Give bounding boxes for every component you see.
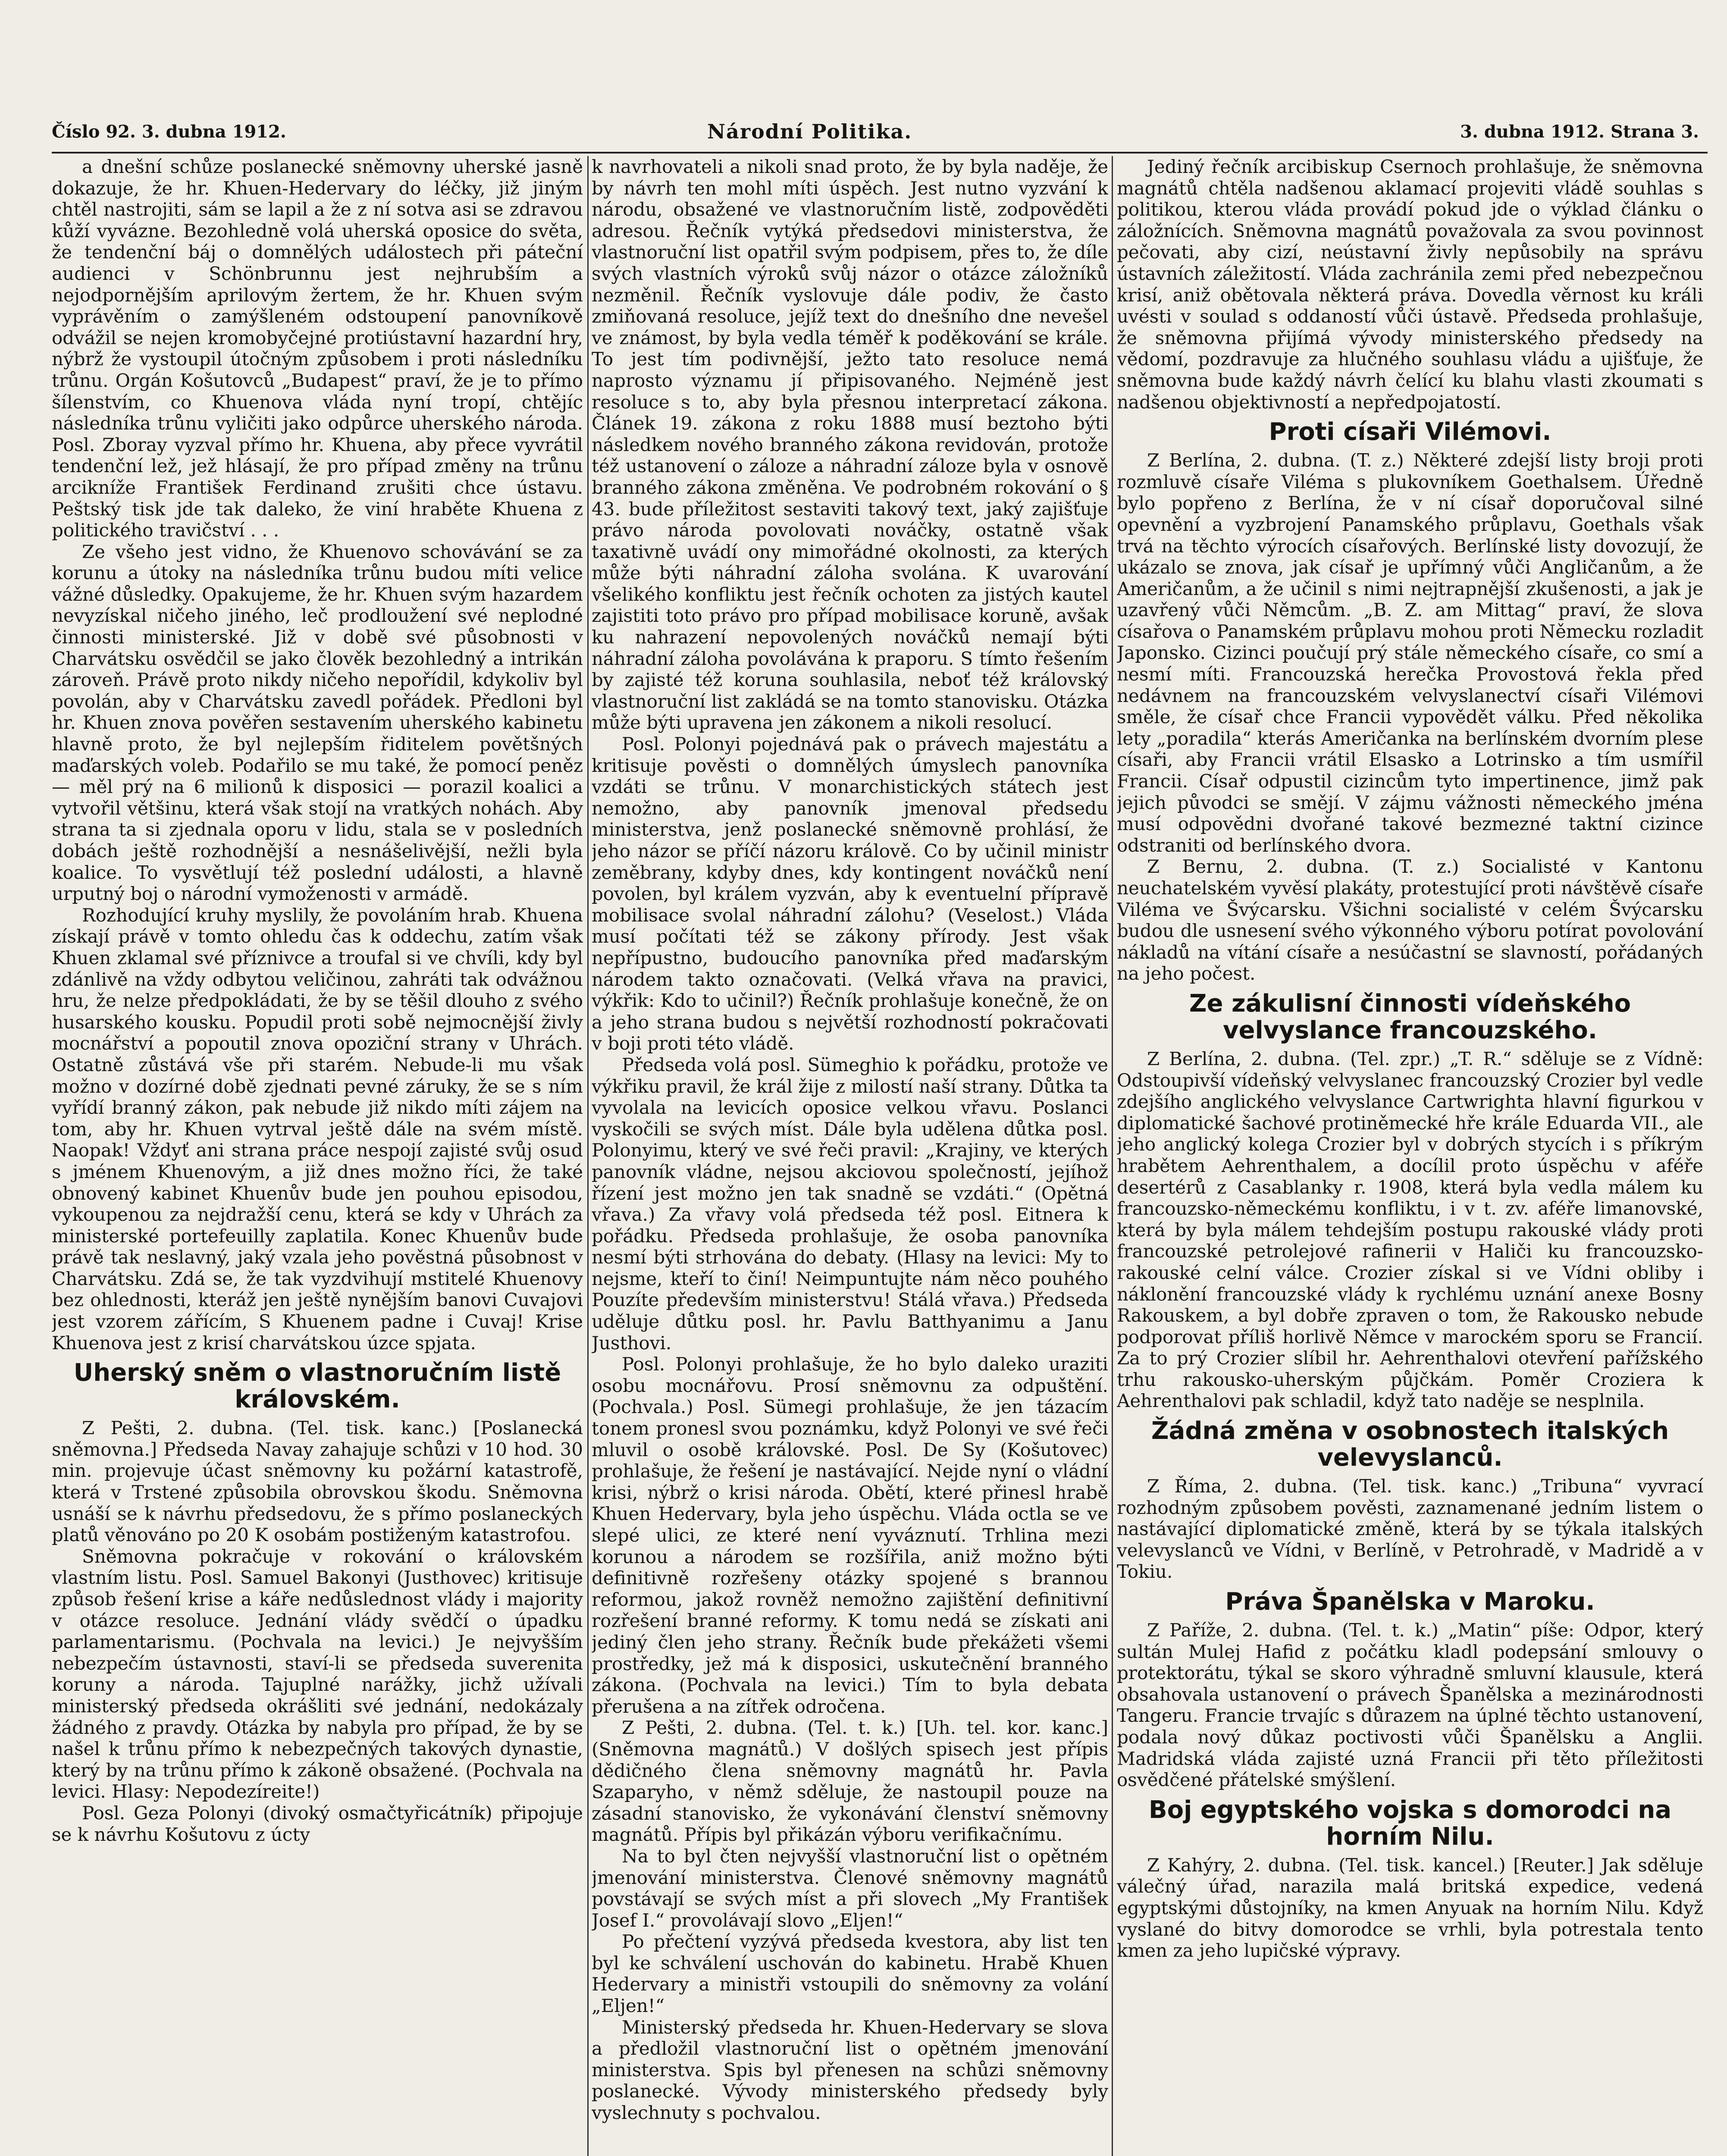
paragraph: Posl. Geza Polonyi (divoký osmačtyřicátník) připojuje se k návrhu Košutovu z úcty (52, 1802, 583, 1845)
paragraph: Z Říma, 2. dubna. (Tel. tisk. kanc.) „Tribuna“ vyvrací rozhodným způsobem pověsti, zaznamenané jedním listem o nastávající diplomatické změně, která by se týkala italských velevyslanců ve Vídni, v Berlíně, v Petrohradě, v Madridě a v Tokiu. (1117, 1476, 1703, 1583)
paragraph: Z Pešti, 2. dubna. (Tel. t. k.) [Uh. tel. kor. kanc.] (Sněmovna magnátů.) V došlých spisech jest přípis dědičného člena sněmovny magnátů hr. Pavla Szaparyho, v němž sděluje, že nastoupil pouze na zásadní stanovisko, že vykonávání členství sněmovny magnátů. Přípis byl přikázán výboru verifikačnímu. (592, 1717, 1108, 1846)
paragraph: a dnešní schůze poslanecké sněmovny uherské jasně dokazuje, že hr. Khuen-Hedervary do léčky, již jiným chtěl nastrojiti, sám se lapil a že z ní sotva asi se zdravou kůží vyvázne. Bezohledně volá uherská oposice do světa, že tendenční báj o domnělých událostech při páteční audienci v Schönbrunnu jest nejhrubším a nejodpornějším aprilovým žertem, že hr. Khuen svým vyprávěním o zamýšleném odstoupení panovníkově odvážil se nejen kromobyčejné protiústavní hazardní hry, nýbrž že vystoupil útočným způsobem i proti následníku trůnu. Orgán Košutovců „Budapest“ praví, že je to přímo šílenstvím, co Khuenova vláda nyní tropí, chtějíc následníka trůnu vyličiti jako odpůrce uherského národa. Posl. Zboray vyzval přímo hr. Khuena, aby přece vyvrátil tendenční lež, jež hlásají, že pro případ změny na trůnu arcikníže František Ferdinand zrušiti chce ústavu. Peštský tisk jde tak daleko, že viní hraběte Khuena z politického travičství . . . (52, 156, 583, 541)
paragraph: Rozhodující kruhy myslily, že povoláním hrab. Khuena získají právě v tomto ohledu čas k oddechu, zatím však Khuen zklamal své příznivce a troufal si ve chvíli, kdy byl zdánlivě na vždy odbytou veličinou, zahráti tak odvážnou hru, že nelze předpokládati, že by se těšil dlouho z svého husarského kousku. Popudil proti sobě nejmocnější živly mocnářství a popoutil znova opoziční strany v Uhrách. Ostatně zůstává vše při starém. Nebude-li mu však možno v dozírné době zjednati pevné záruky, že se s ním vyřídí branný zákon, pak nebude již nikdo míti zájem na tom, aby hr. Khuen vytrval ještě dále na svém místě. Naopak! Vždyť ani strana práce nespojí zajisté svůj osud s jménem Khuenovým, a již dnes možno říci, že také obnovený kabinet Khuenův bude jen pouhou episodou, vykoupenou za nejdražší cenu, která se kdy v Uhrách za ministerské portefeuilly zaplatila. Konec Khuenův bude právě tak neslavný, jaký vzala jeho pověstná působnost v Charvátsku. Zdá se, že tak vyzdvihují mstitelé Khuenovy bez ohlednosti, kteráž jen ještě nynějším banovi Cuvajovi jest vzorem zářícím, S Khuenem padne i Cuvaj! Krise Khuenova jest z krisí charvátskou úzce spjata. (52, 904, 583, 1354)
column-divider (1112, 156, 1113, 2156)
paragraph: Ministerský předseda hr. Khuen-Hedervary se slova a předložil vlastnoruční list o opětném jmenování ministerstva. Spis byl přenesen na schůzi sněmovny poslanecké. Vývody ministerského předsedy byly vyslechnuty s pochvalou. (592, 2016, 1108, 2124)
paragraph: Z Bernu, 2. dubna. (T. z.) Socialisté v Kantonu neuchatelském vyvěsí plakáty, protestující proti návštěvě císaře Viléma ve Švýcarsku. Všichni socialisté v celém Švýcarsku budou dle usnesení svého výkonného výboru potírat povolování nákladů na vítání císaře a nesúčastní se slavností, pořádaných na jeho počest. (1117, 856, 1703, 984)
paragraph: Posl. Polonyi prohlašuje, že ho bylo daleko uraziti osobu mocnářovu. Prosí sněmovnu za odpuštění. (Pochvala.) Posl. Sümegi prohlašuje, že jen tázacím tonem pronesl svou poznámku, když Polonyi ve své řeči mluvil o osobě královské. Posl. De Sy (Košutovec) prohlašuje, že řešení je nastávající. Nejde nyní o vládní krisi, nýbrž o krisi národa. Obětí, které přinesl hrabě Khuen Hedervary, byla jeho úspěchu. Vláda octla se ve slepé ulici, ze které není vyváznutí. Trhlina mezi korunou a národem se rozšířila, aniž možno býti definitivně rozřešeny otázky spojené s brannou reformou, jakož rovněž nemožno zajištění definitivní rozřešení branné reformy. K tomu nedá se získati ani jediný člen jeho strany. Řečník bude překážeti všemi prostředky, jež má k disposici, uskutečnění branného zákona. (Pochvala na levici.) Tím to byla debata přerušena a na zítřek odročena. (592, 1354, 1108, 1717)
paragraph: Ze všeho jest vidno, že Khuenovo schovávání se za korunu a útoky na následníka trůnu budou míti velice vážné důsledky. Opakujeme, že hr. Khuen svým hazardem nevyzískal ničeho jiného, leč prodloužení své neplodné činnosti ministerské. Již v době své působnosti v Charvátsku osvědčil se jako člověk bezohledný a intrikán zároveň. Právě proto nikdy ničeho nepořídil, kdykoliv byl povolán, aby v Charvátsku zavedl pořádek. Předloni byl hr. Khuen znova pověřen sestavením uherského kabinetu hlavně proto, že byl nejlepším řiditelem povětšných maďarských voleb. Podařilo se mu také, že pomocí peněz — měl prý na 6 milionů k disposici — porazil koalici a vytvořil většinu, která však stojí na vratkých nohách. Aby strana ta si zjednala oporu v lidu, stala se v posledních dobách ještě rozhodnější a nesnášelivější, nežli byla koalice. To vysvětlují též poslední události, a hlavně urputný boj o národní vymoženosti v armádě. (52, 541, 583, 905)
header-rule (52, 152, 1708, 154)
paragraph: Z Berlína, 2. dubna. (T. z.) Některé zdejší listy broji proti rozmluvě císaře Viléma s plukovníkem Goethalsem. Úředně bylo popřeno z Berlína, že v ní císař doporučoval silné opevnění a vyzbrojení Panamského průplavu, Goethals však trvá na těchto výrocích císařových. Berlínské listy dovozují, že ukázalo se znova, jak císař je upřímný vůči Angličanům, a že Američanům, a že učinil s nimi nejtrapnější zkušenosti, a jak je uzavřený vůči Němcům. „B. Z. am Mittag“ praví, že slova císařova o Panamském průplavu mohou proti Německu rozladit Japonsko. Cizinci poučují prý stále německého císaře, co smí a nesmí míti. Francouzská herečka Provostová řekla před nedávnem na francouzském velvyslanectví císaři Vilémovi směle, že císař chce Francii vypovědět válku. Před několika lety „poradila“ kterás Američanka na berlínském dvorním plese císaři, aby Francii vrátil Elsasko a Lotrinsko a tím usmířil Francii. Císař odpustil cizincům tyto impertinence, jimž pak jejich původci se smějí. V zájmu vážnosti německého jména musí odpovědni dvořané takové bezmezné taktní cizince odstraniti od berlínského dvora. (1117, 450, 1703, 856)
paragraph: Na to byl čten nejvyšší vlastnoruční list o opětném jmenování ministerstva. Členové sněmovny magnátů povstávají se svých míst a při slovech „My František Josef I.“ provolávají slovo „Eljen!“ (592, 1845, 1108, 1931)
column-divider (587, 156, 589, 2156)
article-headline: Ze zákulisní činnosti vídeňského velvyslance francouzského. (1189, 989, 1631, 1044)
date-and-page: 3. dubna 1912. Strana 3. (1460, 122, 1699, 142)
paragraph: Z Berlína, 2. dubna. (Tel. zpr.) „T. R.“ sděluje se z Vídně: Odstoupivší vídeňský velvyslanec francouzský Crozier byl vedle zdejšího anglického velvyslance Cartwrighta hlavní figurkou v diplomatické šachové protiněmecké hře krále Eduarda VII., ale jeho anglický kolega Crozier byl v dobrých stycích i s příkrým hrabětem Aehrenthalem, a docílil proto úspěchu v aféře desertérů z Casablanky r. 1908, která byla vedla málem ku francouzsko-německému konfliktu, i v t. zv. aféře limanovské, která by byla málem tehdejším postupu rakouské vlády proti francouzské petrolejové rafinerii v Haliči ku francouzsko-rakouské celní válce. Crozier získal si ve Vídni obliby i náklonění francouzské vlády k rychlému uznání anexe Bosny Rakouskem, a byl dobře zpraven o tom, že Rakousko nebude podporovat příliš horlivě Němce v marockém sporu se Francií. Za to prý Crozier slíbil hr. Aehrenthalovi otevření pařížského trhu rakousko-uherským půjčkám. Poměr Croziera k Aehrenthalovi pak schladil, když tato naděje se nesplnila. (1117, 1048, 1703, 1412)
column-2 (592, 156, 1108, 2156)
article-headline: Práva Španělska v Maroku. (1225, 1588, 1595, 1616)
article-headline: Uherský sněm o vlastnoručním listě královském. (73, 1359, 561, 1414)
newspaper-title: Národní Politika. (707, 120, 912, 143)
paragraph: Sněmovna pokračuje v rokování o královském vlastním listu. Posl. Samuel Bakonyi (Justhovec) kritisuje způsob řešení krise a káře nedůslednost vlády i majority v otázce resoluce. Jednání vlády svědčí o úpadku parlamentarismu. (Pochvala na levici.) Je nejvyšším nebezpečím ústavnosti, staví-li se předseda suverenita koruny a národa. Tajuplné narážky, jichž užívali ministerský předseda okrášliti své jednání, nedokázaly žádného z pravdy. Otázka by nabyla pro případ, že by se našel k trůnu přímo k nebezpečných takových dynastie, který by na trůnu přímo k zákoně obsažené. (Pochvala na levici. Hlasy: Nepodezíreite!) (52, 1545, 583, 1802)
column-1 (52, 156, 583, 2156)
issue-number: Číslo 92. 3. dubna 1912. (52, 122, 286, 142)
paragraph: Z Paříže, 2. dubna. (Tel. t. k.) „Matin“ píše: Odpor, který sultán Mulej Hafid z počátku kladl podepsání smlouvy o protektorátu, týkal se skoro výhradně smluvní klausule, která obsahovala ustanovení o právech Španělska a mezinárodnosti Tangeru. Francie trvajíc s důrazem na úplné těchto ustanovení, podala nový důkaz poctivosti vůči Španělsku a Anglii. Madridská vláda zajisté uzná Francii při těto příležitosti osvědčené přátelské smýšlení. (1117, 1620, 1703, 1791)
paragraph: Jediný řečník arcibiskup Csernoch prohlašuje, že sněmovna magnátů chtěla nadšenou aklamací projeviti vládě souhlas s politikou, kterou vláda provádí pokud jde o výklad článku o záložnících. Sněmovna magnátů považovala za svou povinnost pečovati, aby cizí, neústavní živly nepůsobily na správu ústavních záležitostí. Vláda zachránila zemi před nebezpečnou krisí, aniž obětovala některá práva. Dovedla věrnost ku králi uvésti v soulad s oddaností vůči ústavě. Předseda prohlašuje, že sněmovna přijímá vývody ministerského předsedy na vědomí, pozdravuje za hlučného souhlasu vládu a ujišťuje, že sněmovna bude každý návrh čelící ku blahu vlasti zkoumati s nadšenou objektivností a nepředpojatostí. (1117, 156, 1703, 413)
column-3 (1117, 156, 1703, 2156)
paragraph: Z Pešti, 2. dubna. (Tel. tisk. kanc.) [Poslanecká sněmovna.] Předseda Navay zahajuje schůzi v 10 hod. 30 min. projevuje účast sněmovny ku požární katastrofě, která v Trstené způsobila obrovskou škodu. Sněmovna usnáší se k návrhu předsedovu, že s přímo poslaneckých platů věnováno po 20 K osobám postiženým katastrofou. (52, 1417, 583, 1546)
paragraph: Předseda volá posl. Sümeghio k pořádku, protože ve výkřiku pravil, že král žije z milostí naší strany. Důtka ta vyvolala na levicích oposice velkou vřavu. Poslanci vyskočili se svých míst. Dále byla udělena důtka posl. Polonyimu, který ve své řeči pravil: „Krajiny, ve kterých panovník vládne, nejsou akciovou společností, jejíhož řízení jest možno jen tak snadně se vzdáti.“ (Opětná vřava.) Za vřavy volá předseda též posl. Eitnera k pořádku. Předseda prohlašuje, že osoba panovníka nesmí býti strhována do debaty. (Hlasy na levici: My to nejsme, kteří to činí! Neimpuntujte nám něco pouhého Pouzíte především ministerstvu! Stálá vřava.) Předseda uděluje důtku posl. hr. Pavlu Batthyanimu a Janu Justhovi. (592, 1054, 1108, 1354)
paragraph: Po přečtení vyzývá předseda kvestora, aby list ten byl ke schválení uschován do kabinetu. Hrabě Khuen Hedervary a ministři vstoupili do sněmovny za volání „Eljen!“ (592, 1931, 1108, 2017)
paragraph: Posl. Polonyi pojednává pak o právech majestátu a kritisuje pověsti o domnělých úmyslech panovníka vzdáti se trůnu. V monarchistických státech jest nemožno, aby panovník jmenoval předsedu ministerstva, jenž poslanecké sněmovně prohlásí, že jeho názor se příčí názoru králově. Co by učinil ministr zeměbrany, kdyby dnes, kdy kontingent nováčků není povolen, byl králem vyzván, aby k eventuelní přípravě mobilisace svolal náhradní zálohu? (Veselost.) Vláda musí počítati též se zákony přírody. Jest však nepřípustno, budoucího panovníka před maďarským národem takto označovati. (Velká vřava na pravici, výkřik: Kdo to učinil?) Řečník prohlašuje konečně, že on a jeho strana budou s největší rozhodností pokračovati v boji proti této vládě. (592, 733, 1108, 1054)
paragraph: Z Kahýry, 2. dubna. (Tel. tisk. kancel.) [Reuter.] Jak sděluje válečný úřad, narazila malá britská expedice, vedená egyptskými důstojníky, na kmen Anyuak na horním Nilu. Když vyslané do bitvy domorodce se vrhli, byla potrestala tento kmen za jeho lupičské výpravy. (1117, 1854, 1703, 1962)
article-headline: Žádná změna v osobnostech italských velevyslanců. (1151, 1417, 1669, 1472)
article-headline: Boj egyptského vojska s domorodci na horním Nilu. (1148, 1796, 1672, 1851)
paragraph: k navrhovateli a nikoli snad proto, že by byla naděje, že by návrh ten mohl míti úspěch. Jest nutno vyzvání k národu, obsažené ve vlastnoručním listě, zodpověděti adresou. Řečník vytýká předsedovi ministerstva, že vlastnoruční list opatřil svým podpisem, přes to, že díle svých vlastních výroků svůj názor o otázce záložníků nezměnil. Řečník vyslovuje dále podiv, že často zmiňovaná resoluce, jejíž text do dnešního dne nevešel ve známost, by byla vedla téměř k poděkování se krále. To jest tím podivnější, ježto tato resoluce nemá naprosto významu jí připisovaného. Nejméně jest resoluce s to, aby byla přesnou interpretací zákona. Článek 19. zákona z roku 1888 musí beztoho býti následkem nového branného zákona revidován, protože též ustanovení o záloze a náhradní záloze byla v osnově branného zákona změněna. Ve podrobném rokování o § 43. bude příležitost sestaviti takový text, jaký zajišťuje právo národa povolovati nováčky, ostatně však taxativně uvádí ony mimořádné okolnosti, za kterých může býti náhradní záloha svolána. K uvarování všelikého konfliktu jest řečník ochoten za jistých kautel zajistiti toto právo pro případ mobilisace koruně, avšak ku nahrazení nepovolených nováčků nemají býti náhradní záloha povolávána k praporu. S tímto řešením by zajisté též koruna souhlasila, neboť též královský vlastnoruční list zakládá se na tomto stanovisku. Otázka může býti upravena jen zákonem a nikoli resolucí. (592, 156, 1108, 733)
article-headline: Proti císaři Vilémovi. (1269, 418, 1551, 446)
page-header (52, 117, 1708, 152)
